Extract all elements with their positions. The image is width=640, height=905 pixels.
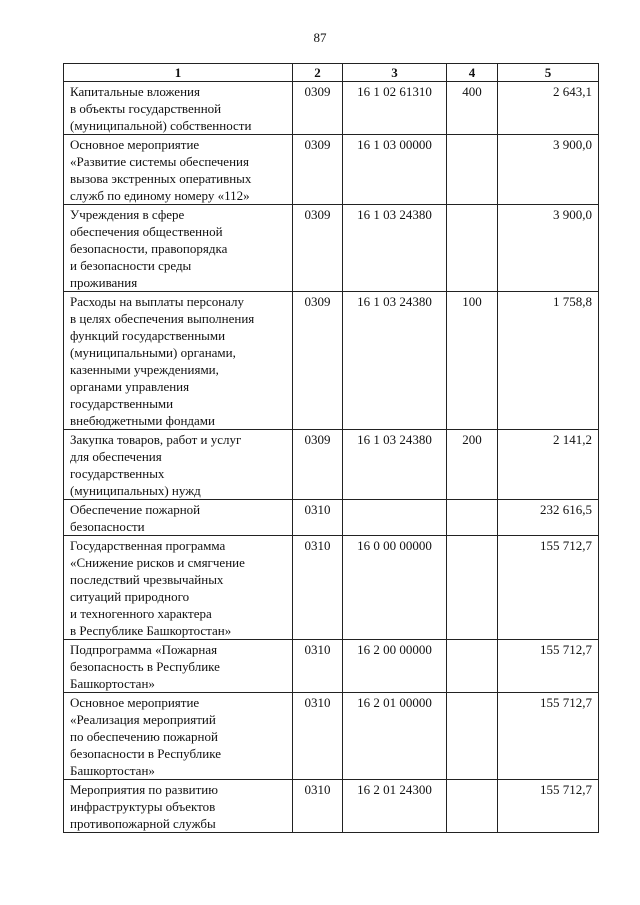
header-col-2: 2 [293, 64, 343, 82]
table-row [64, 780, 599, 833]
row-section-code: 0310 [293, 640, 343, 693]
row-name: Государственная программа «Снижение рисков и смягчение последствий чрезвычайных ситуаций природного и техногенного характера в Республике Башкортостан» [64, 536, 293, 640]
table-row [64, 536, 599, 640]
row-target-code: 16 0 00 00000 [343, 536, 447, 640]
row-expense-type [447, 500, 498, 536]
row-section-code: 0310 [293, 693, 343, 780]
row-name: Обеспечение пожарной безопасности [64, 500, 293, 536]
row-target-code: 16 1 03 24380 [343, 292, 447, 430]
header-col-3: 3 [343, 64, 447, 82]
row-section-code: 0309 [293, 82, 343, 135]
table-row [64, 640, 599, 693]
row-amount: 232 616,5 [498, 500, 599, 536]
table-row [64, 292, 599, 430]
row-amount: 3 900,0 [498, 135, 599, 205]
row-target-code: 16 1 03 00000 [343, 135, 447, 205]
row-expense-type [447, 693, 498, 780]
row-target-code: 16 2 01 00000 [343, 693, 447, 780]
table-row [64, 135, 599, 205]
row-target-code: 16 1 02 61310 [343, 82, 447, 135]
row-amount: 155 712,7 [498, 780, 599, 833]
row-section-code: 0309 [293, 205, 343, 292]
budget-table [63, 63, 599, 833]
row-name: Закупка товаров, работ и услуг для обеспечения государственных (муниципальных) нужд [64, 430, 293, 500]
table-header-row [64, 64, 599, 82]
table-row [64, 205, 599, 292]
page-number: 87 [313, 30, 327, 45]
header-col-4: 4 [447, 64, 498, 82]
row-expense-type [447, 205, 498, 292]
row-amount: 155 712,7 [498, 640, 599, 693]
row-amount: 3 900,0 [498, 205, 599, 292]
row-name: Основное мероприятие «Реализация мероприятий по обеспечению пожарной безопасности в Республике Башкортостан» [64, 693, 293, 780]
row-name: Капитальные вложения в объекты государственной (муниципальной) собственности [64, 82, 293, 135]
row-name: Подпрограмма «Пожарная безопасность в Республике Башкортостан» [64, 640, 293, 693]
row-amount: 2 643,1 [498, 82, 599, 135]
row-section-code: 0310 [293, 780, 343, 833]
row-section-code: 0310 [293, 536, 343, 640]
row-expense-type [447, 780, 498, 833]
row-amount: 155 712,7 [498, 536, 599, 640]
table-row [64, 500, 599, 536]
row-amount: 155 712,7 [498, 693, 599, 780]
row-section-code: 0309 [293, 135, 343, 205]
row-section-code: 0309 [293, 430, 343, 500]
table-row [64, 82, 599, 135]
row-expense-type: 400 [447, 82, 498, 135]
row-name: Мероприятия по развитию инфраструктуры объектов противопожарной службы [64, 780, 293, 833]
row-target-code: 16 1 03 24380 [343, 430, 447, 500]
row-name: Основное мероприятие «Развитие системы обеспечения вызова экстренных оперативных служб по единому номеру «112» [64, 135, 293, 205]
row-section-code: 0309 [293, 292, 343, 430]
row-amount: 1 758,8 [498, 292, 599, 430]
row-target-code: 16 2 01 24300 [343, 780, 447, 833]
row-expense-type [447, 135, 498, 205]
row-target-code [343, 500, 447, 536]
row-target-code: 16 1 03 24380 [343, 205, 447, 292]
table-row [64, 430, 599, 500]
row-section-code: 0310 [293, 500, 343, 536]
header-col-5: 5 [498, 64, 599, 82]
table-row [64, 693, 599, 780]
header-col-1: 1 [64, 64, 293, 82]
row-target-code: 16 2 00 00000 [343, 640, 447, 693]
row-expense-type [447, 536, 498, 640]
row-amount: 2 141,2 [498, 430, 599, 500]
row-expense-type: 200 [447, 430, 498, 500]
row-expense-type: 100 [447, 292, 498, 430]
row-expense-type [447, 640, 498, 693]
row-name: Учреждения в сфере обеспечения общественной безопасности, правопорядка и безопасности среды проживания [64, 205, 293, 292]
row-name: Расходы на выплаты персоналу в целях обеспечения выполнения функций государственными (муниципальными) органами, казенными учреждениями, органами управления государственными внебюджетными фондами [64, 292, 293, 430]
